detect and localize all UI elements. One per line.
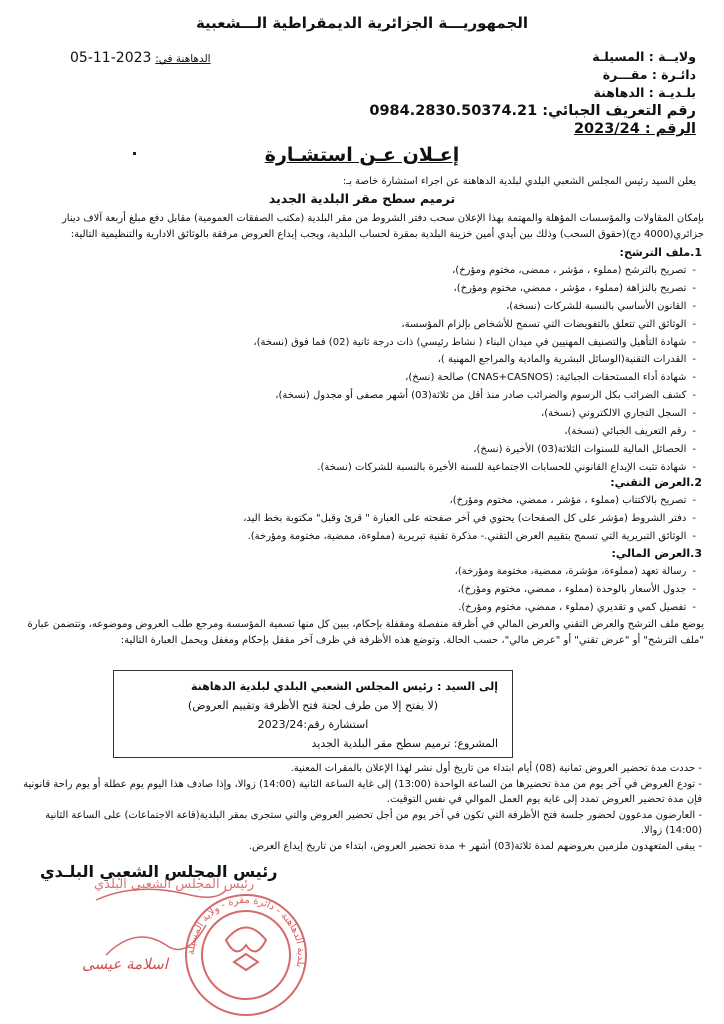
date-line [70,50,211,66]
envelope-box [113,670,513,758]
list-item: - تصريح بالاكتتاب (مملوء ، مؤشر ، ممضي، مختوم ومؤرخ)، [36,492,696,510]
envelope-instructions: يوضع ملف الترشح والعرض التقني والعرض المالي في أظرفة منفصلة ومقفلة بإحكام، يبين كل منها تسمية المؤسسة ومرجع طلب العروض وموضوعه، وتتضمن عبارة "ملف الترشح" أو "عرض تقني" أو "عرض مالي"، حسب الحالة. وتوضع هذه الأظرفة في ظرف آخر مقفل بإحكام ومغفل ويحمل العبارة التالية: [27,619,704,646]
envelope-addressee: إلى السيد : رئيس المجلس الشعبي البلدي لبلدية الدهاهنة [190,680,498,693]
list-item: - القدرات التقنية(الوسائل البشرية والمادية والمراجع المهنية )، [36,351,696,369]
candidature-list [36,262,696,477]
commune-line: بلـديـة : الدهاهنة [593,85,696,100]
republic-header: الجمهوريـــة الجزائرية الديمقراطية الـــشعبية [195,14,529,32]
envelope-note: (لا يفتح إلا من طرف لجنة فتح الأظرفة وتقييم العروض) [187,699,439,712]
signatory-name: اسلامة عيسى [82,955,168,973]
list-item: - تصريح بالنزاهة (مملوء ، مؤشر ، ممضي، مختوم ومؤرخ)، [36,280,696,298]
list-item: - تفصيل كمي و تقديري (مملوء ، ممضي، مختوم ومؤرخ). [36,599,696,617]
list-item: - شهادة أداء المستحقات الجبائية: (CNAS+CASNOS) صالحة (نسخ)، [36,369,696,387]
admin-block [366,48,696,138]
svg-text:بلدية الدهاهنة - دائرة مقرة - [186,895,306,969]
list-item: - شهادة التأهيل والتصنيف المهنيين في ميدان البناء ( نشاط رئيسي) ذات درجة ثانية (02) فما فوق (نسخة)، [36,334,696,352]
subject-title: ترميم سطح مقر البلدية الجديد [268,191,456,206]
list-item: - رقم التعريف الجبائي (نسخة)، [36,423,696,441]
list-item: - القانون الأساسي بالنسبة للشركات (نسخة)، [36,298,696,316]
section-candidature-heading: 1.ملف الترشح: [619,246,702,259]
date-label: الدهاهنة في: [155,53,211,65]
section-technical-heading: 2.العرض التقني: [610,476,702,489]
list-item: - الحصائل المالية للسنوات الثلاثة(03) الأخيرة (نسخ)، [36,441,696,459]
list-item: - الوثائق التي تتعلق بالتفويضات التي تسمح للأشخاص بإلزام المؤسسة، [36,316,696,334]
tax-id-line: رقم التعريف الجبائي: 0984.2830.50374.21 [369,103,696,119]
daira-line: دائـرة : مقـــرة [602,67,696,82]
envelope-project: المشروع: ترميم سطح مقر البلدية الجديد [311,737,498,750]
note-item: - يبقى المتعهدون ملزمين بعروضهم لمدة ثلاثة(03) أشهر + مدة تحضير العروض، ابتداء من تاريخ إيداع العرض. [12,839,702,855]
page-title: إعـلان عـن استشـارة [264,144,460,166]
envelope-consultation: استشارة رقم:2023/24 [257,718,369,731]
date-value: 2023-11-05 [70,50,152,66]
technical-list [36,492,696,546]
list-item: - تصريح بالترشح (مملوء ، مؤشر ، ممضى، مختوم ومؤرخ)، [36,262,696,280]
note-item: - العارضون مدعوون لحضور جلسة فتح الأظرفة التي تكون في آخر يوم من أجل تحضير العروض والتي ستجرى بمقر البلدية(قاعة الاجتماعات) على الساعة الثانية (14:00) زوالا. [12,808,702,839]
official-stamp [86,860,316,1020]
list-item: - دفتر الشروط (مؤشر على كل الصفحات) يحتوي في آخر صفحته على العبارة " قرئ وقبل" مكتوبة بخط اليد، [36,510,696,528]
list-item: - السجل التجاري الالكتروني (نسخة)، [36,405,696,423]
list-item: - جدول الأسعار بالوحدة (مملوء ، ممضي، مختوم ومؤرخ)، [36,581,696,599]
intro-text: يعلن السيد رئيس المجلس الشعبي البلدي لبلدية الدهاهنة عن اجراء استشارة خاصة بـ: [342,176,696,187]
note-item: - تودع العروض في آخر يوم من مدة تحضيرها من الساعة الواحدة (13:00) إلى غاية الساعة الثانية (14:00) زوالا، وإذا صادف هذا اليوم يوم عطلة أو يوم راحة قانونية فإن مدة تحضير العروض تمدد إلى غاية يوم العمل الموالي في نفس التوقيت. [12,777,702,808]
signatory-title: رئيس المجلس الشعبي البلـدي [40,862,278,881]
list-item: - الوثائق التبريرية التي تسمح بتقييم العرض التقني.- مذكرة تقنية تبريرية (مملوءة، ممضية، مختومة ومؤرخة). [36,528,696,546]
stamp-ring-text: بلدية الدهاهنة - دائرة مقرة - ولاية المسيلة [185,894,307,969]
list-item: - كشف الضرائب بكل الرسوم والضرائب صادر منذ أقل من ثلاثة(03) أشهر مصفى أو مجدول (نسخة)، [36,387,696,405]
list-item: - شهادة تثبت الإيداع القانوني للحسابات الاجتماعية للسنة الأخيرة بالنسبة للشركات (نسخة). [36,459,696,477]
financial-list [36,563,696,617]
wilaya-line: ولايــة : المسيلـة [592,49,696,64]
conditions-paragraph: بإمكان المقاولات والمؤسسات المؤهلة والمهتمة بهذا الإعلان سحب دفتر الشروط من مقر البلدية (مكتب الصفقات العمومية) مقابل دفع مبلغ أربعة آلاف دينار جزائري(4000 دج)(حقوق السحب) وذلك بين أيدي أمين خزينة البلدية بمقرة لحساب البلدية، ويجب إيداع العروض مرفقة بالوثائق الادارية والتنظيمية التالية: [61,213,704,240]
section-financial-heading: 3.العرض المالي: [611,547,702,560]
reference-number: الرقم : 2023/24 [573,121,696,137]
notes-list [12,761,702,854]
list-item: - رسالة تعهد (مملوءة، مؤشرة، ممضية، مختومة ومؤرخة)، [36,563,696,581]
note-item: - حددت مدة تحضير العروض ثمانية (08) أيام ابتداء من تاريخ أول نشر لهذا الإعلان بالمقرات المعنية. [12,761,702,777]
stamp-top-text: رئيس المجلس الشعبي البلدي [94,877,255,892]
